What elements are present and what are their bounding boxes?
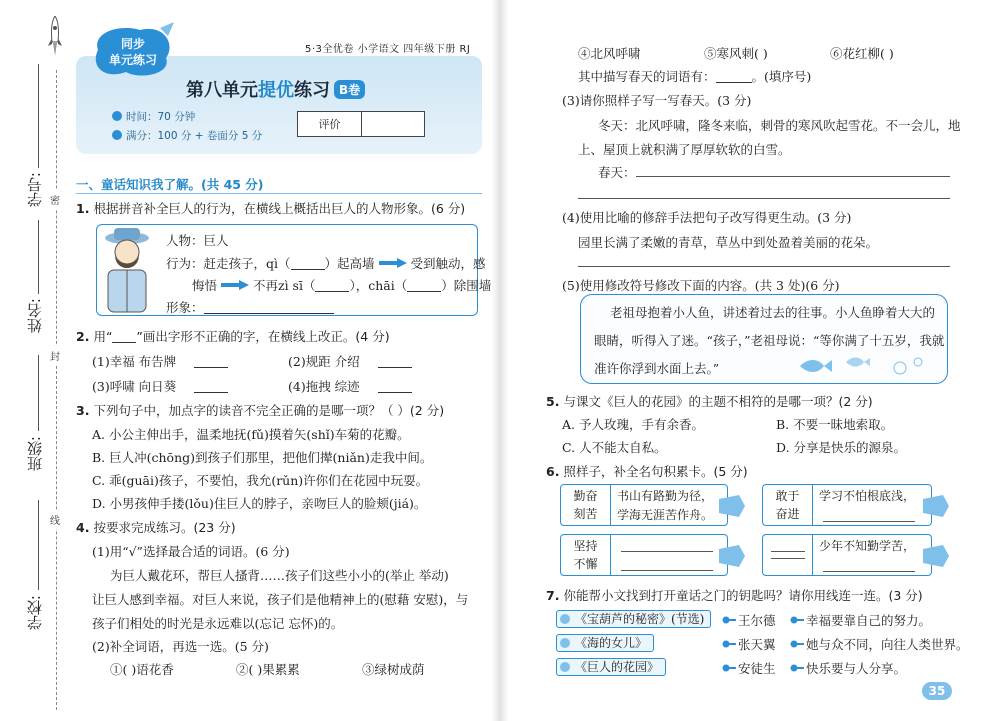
q3-option-b[interactable]: B. 巨人冲(chōng)到孩子们那里，把他们撵(niǎn)走我中间。 (92, 450, 433, 465)
q3-option-c[interactable]: C. 乖(guāi)孩子，不要怕，我允(rǔn)许你们在花园中玩耍。 (92, 473, 429, 488)
key-icon (722, 614, 736, 626)
binding-strip (0, 0, 70, 721)
q7-theme-3-text: 快乐要与人分享。 (806, 661, 907, 676)
cut-line (56, 70, 57, 710)
q7-author-3-text: 安徒生 (738, 661, 776, 676)
q6-card-2-tag2: 奋进 (775, 507, 800, 521)
q6-card-1-text1: 书山有路勤为径， (617, 489, 714, 503)
q7-author-2[interactable] (722, 635, 776, 653)
q7-author-3[interactable] (722, 659, 776, 677)
page-number: 35 (922, 682, 952, 700)
story-line-1[interactable]: 老祖母抱着小人鱼，讲述着过去的往事。小人鱼睁着大大的 (610, 305, 936, 320)
q2-text-a: 用“ (93, 329, 113, 344)
q6-card-2-text1: 学习不怕根底浅， (819, 489, 916, 503)
q1-text: 根据拼音补全巨人的行为，在横线上概括出巨人的人物形象。(6 分) (93, 201, 466, 216)
q6-text: 照样子，补全名句积累卡。(5 分) (563, 464, 748, 479)
key-icon (790, 638, 804, 650)
q2-item-1-text: (1)幸福 布告牌 (92, 354, 177, 369)
q1-number: 1. (76, 201, 90, 216)
badge-line1: 同步 (120, 37, 146, 51)
series-label: 5·3全优卷 小学语文 四年级下册 RJ (305, 44, 471, 55)
q6-card-3-tag2: 不懈 (573, 557, 598, 571)
class-line[interactable] (38, 355, 39, 431)
q7-book-1[interactable]: 《宝葫芦的秘密》(节选) (556, 610, 711, 628)
q6-card-4-text1: 少年不知勤学苦， (819, 539, 916, 553)
q1-blank-3[interactable] (407, 280, 441, 292)
key-icon (722, 662, 736, 674)
q4-word-3: ③绿树成荫 (362, 662, 425, 677)
fish-decoration-icon (790, 352, 940, 378)
ribbon-icon (719, 493, 745, 519)
time-info (112, 109, 195, 124)
q1-l3b: 不再zì sī（ (252, 278, 316, 293)
q1-l3c: ），chāi（ (349, 278, 408, 293)
q4-spring-words (578, 67, 811, 85)
q1-l2b: ）起高墙 (324, 256, 375, 271)
q6-card-3-tag1: 坚持 (573, 539, 598, 553)
time-text: 时间：70 分钟 (126, 111, 196, 123)
unit-badge (90, 22, 176, 80)
q5-option-c[interactable]: C. 人不能太自私。 (562, 440, 667, 455)
q4-spring-label: 春天： (598, 165, 636, 180)
q2-item-1 (92, 352, 228, 370)
title-b-badge: B卷 (334, 80, 365, 99)
page-gutter (492, 0, 508, 721)
q7-number: 7. (546, 588, 560, 603)
q7-book-2[interactable]: 《海的女儿》 (556, 634, 654, 652)
q4-ask2: 。(填序号) (751, 69, 812, 84)
q4-sub-2: (2)补全词语，再选一选。(5 分) (92, 639, 269, 654)
q5-option-d[interactable]: D. 分享是快乐的源泉。 (776, 440, 907, 455)
story-line-3[interactable]: 准许你浮到水面上去。” (594, 361, 720, 376)
score-info (112, 128, 262, 143)
section-1-title: 一、童话知识我了解。(共 45 分) (76, 177, 264, 192)
clock-icon (112, 111, 122, 121)
q6-card-3-blank-1[interactable] (621, 551, 713, 552)
q1-image-line (166, 298, 334, 316)
q6-card-4-tag-blank-2[interactable] (771, 558, 805, 559)
q6-card-3-tag (561, 535, 611, 575)
q7-prompt (546, 586, 923, 604)
q7-author-1[interactable] (722, 611, 776, 629)
q1-l2c: 受到触动，感 (410, 256, 486, 271)
key-icon (790, 662, 804, 674)
q3-option-d[interactable]: D. 小男孩伸手搂(lǒu)住巨人的脖子，亲吻巨人的脸颊(jiá)。 (92, 496, 427, 511)
q2-item-4-text: (4)拖拽 综迹 (288, 379, 360, 394)
q4-sub-1: (1)用“√”选择最合适的词语。(6 分) (92, 544, 290, 559)
school-line[interactable] (38, 500, 39, 590)
title-part-a: 第八单元 (186, 80, 258, 101)
q4-passage-2: 让巨人感到幸福。对巨人来说，孩子们是他精神上的(慰藉 安慰)，与 (92, 592, 469, 607)
q6-card-4-blank[interactable] (823, 571, 915, 572)
q6-card-1-tag2: 刻苦 (573, 507, 598, 521)
q4-spring-answer-line-2[interactable] (578, 198, 950, 199)
q7-book-3[interactable]: 《巨人的花园》 (556, 658, 666, 676)
q4-word-4: ④北风呼啸 (578, 46, 641, 61)
q4-word-2: ②( )果累累 (236, 662, 300, 677)
evaluation-label: 评价 (298, 112, 362, 136)
section-1-rule (76, 193, 482, 194)
q3-option-a[interactable]: A. 小公主伸出手，温柔地抚(fǔ)摸着矢(shǐ)车菊的花瓣。 (92, 427, 410, 442)
q4-sub-5: (5)使用修改符号修改下面的内容。(共 3 处)(6 分) (562, 278, 840, 293)
q4-number: 4. (76, 520, 90, 535)
q4-text: 按要求完成练习。(23 分) (93, 520, 236, 535)
q4-passage-1: 为巨人戴花环，帮巨人搔背……孩子们这些小小的(举止 举动) (110, 568, 449, 583)
student-name-label: 姓名: (26, 298, 44, 334)
q6-card-2 (762, 484, 932, 526)
giant-illustration (98, 226, 156, 314)
key-icon (722, 638, 736, 650)
key-icon (790, 614, 804, 626)
q1-image-blank[interactable] (204, 302, 334, 314)
check-icon (112, 130, 122, 140)
q3-text: 下列句子中，加点字的读音不完全正确的是哪一项？（ ）(2 分) (93, 403, 445, 418)
student-number-label: 学号: (26, 172, 44, 208)
q4-prompt (76, 518, 236, 536)
q4-sub-4-answer-line[interactable] (578, 266, 950, 267)
q2-blank-1[interactable] (194, 356, 228, 368)
q2-item-3 (92, 377, 228, 395)
q2-item-4 (288, 377, 412, 395)
q1-l4: 形象： (166, 300, 204, 315)
q7-author-1-text: 王尔德 (738, 613, 776, 628)
q1-blank-2[interactable] (315, 280, 349, 292)
q4-spring-answer-line-1[interactable] (636, 176, 950, 177)
q7-theme-3[interactable] (790, 659, 906, 677)
q7-theme-1-text: 幸福要靠自己的努力。 (806, 613, 932, 628)
q3-number: 3. (76, 403, 90, 418)
q1-l3a: 悔悟 (192, 278, 218, 293)
q2-underline-sample (112, 331, 136, 343)
cut-word-3: 线 (50, 510, 60, 529)
ribbon-icon (923, 493, 949, 519)
q2-item-2 (288, 352, 412, 370)
evaluation-table (297, 111, 425, 137)
q6-card-1-tag1: 勤奋 (573, 489, 598, 503)
student-number-line[interactable] (38, 64, 39, 168)
q6-card-2-blank[interactable] (823, 521, 915, 522)
title-part-b: 练习 (294, 80, 330, 101)
q2-item-2-text: (2)规距 介绍 (288, 354, 360, 369)
q1-l3d: ）除围墙 (441, 278, 492, 293)
story-line-2[interactable]: 眼睛，听得入了迷。“孩子，”老祖母说：“等你满了十五岁，我就 (594, 333, 945, 348)
page-title (186, 76, 365, 102)
q1-behavior-line2 (192, 276, 491, 294)
title-highlight: 提优 (258, 80, 294, 101)
q6-card-1-text2: 学海无涯苦作舟。 (617, 508, 714, 522)
q4-example-2: 上、屋顶上就积满了厚厚软软的白雪。 (578, 142, 791, 157)
q7-theme-2-text: 她与众不同，向往人类世界。 (806, 637, 969, 652)
q7-author-2-text: 张天翼 (738, 637, 776, 652)
ribbon-icon (923, 543, 949, 569)
q6-card-4-tag-blank-1[interactable] (771, 551, 805, 552)
q6-prompt (546, 462, 748, 480)
q5-option-a[interactable]: A. 予人玫瑰，手有余香。 (562, 417, 704, 432)
q4-spring-blank[interactable] (716, 71, 752, 83)
q6-card-4 (762, 534, 932, 576)
q4-sub-4: (4)使用比喻的修辞手法把句子改写得更生动。(3 分) (562, 210, 852, 225)
q4-word-5: ⑤寒风刺( ) (704, 46, 768, 61)
q3-prompt (76, 401, 444, 419)
q7-theme-1[interactable] (790, 611, 931, 629)
q2-number: 2. (76, 329, 90, 344)
arrow-icon (379, 258, 407, 268)
q6-card-3-blank-2[interactable] (621, 570, 713, 571)
evaluation-cell[interactable] (362, 112, 424, 136)
q6-card-1 (560, 484, 728, 526)
q5-option-b[interactable]: B. 不要一昧地索取。 (776, 417, 894, 432)
q7-theme-2[interactable] (790, 635, 969, 653)
q4-example-1: 冬天：北风呼啸，隆冬来临，刺骨的寒风吹起雪花。不一会儿，地 (598, 118, 961, 133)
school-label: 学校: (26, 595, 44, 631)
q6-card-3 (560, 534, 728, 576)
q6-card-1-tag (561, 485, 611, 525)
q6-card-4-tag (763, 535, 813, 575)
q4-sub-3: (3)请你照样子写一写春天。(3 分) (562, 93, 752, 108)
q1-behavior-line1 (166, 254, 486, 272)
q2-blank-3[interactable] (194, 381, 228, 393)
class-label: 班级: (26, 436, 44, 472)
q1-person: 人物：巨人 (166, 233, 229, 248)
q4-passage-3: 孩子们相处的时光是永远难以(忘记 忘怀)的。 (92, 616, 344, 631)
q4-word-1: ①( )语花香 (110, 662, 174, 677)
q1-l2a: 行为：赶走孩子，qì（ (166, 256, 291, 271)
q2-item-3-text: (3)呼啸 向日葵 (92, 379, 177, 394)
q2-blank-2[interactable] (378, 356, 412, 368)
q7-text: 你能帮小文找到打开童话之门的钥匙吗？请你用线连一连。(3 分) (563, 588, 923, 603)
q5-prompt (546, 392, 873, 410)
cut-word-2: 封 (50, 346, 60, 365)
cut-word-1: 密 (50, 190, 60, 209)
q1-prompt (76, 199, 465, 217)
q2-prompt (76, 327, 390, 345)
q2-text-b: ”画出字形不正确的字，在横线上改正。(4 分) (136, 329, 390, 344)
student-name-line[interactable] (38, 220, 39, 294)
arrow-icon (221, 280, 249, 290)
ribbon-icon (719, 543, 745, 569)
q4-word-6: ⑥花红柳( ) (830, 46, 894, 61)
q5-text: 与课文《巨人的花园》的主题不相符的是哪一项？(2 分) (563, 394, 873, 409)
rocket-icon (48, 16, 62, 58)
q1-blank-1[interactable] (291, 258, 325, 270)
q6-card-2-tag1: 敢于 (775, 489, 800, 503)
q6-number: 6. (546, 464, 560, 479)
q2-blank-4[interactable] (378, 381, 412, 393)
q4-ask: 其中描写春天的词语有： (578, 69, 716, 84)
q4-sub-4-sentence: 园里长满了柔嫩的青草，草丛中到处盈着美丽的花朵。 (578, 235, 879, 250)
score-text: 满分：100 分 + 卷面分 5 分 (126, 130, 263, 142)
q5-number: 5. (546, 394, 560, 409)
q6-card-2-tag (763, 485, 813, 525)
badge-line2: 单元练习 (108, 53, 158, 67)
